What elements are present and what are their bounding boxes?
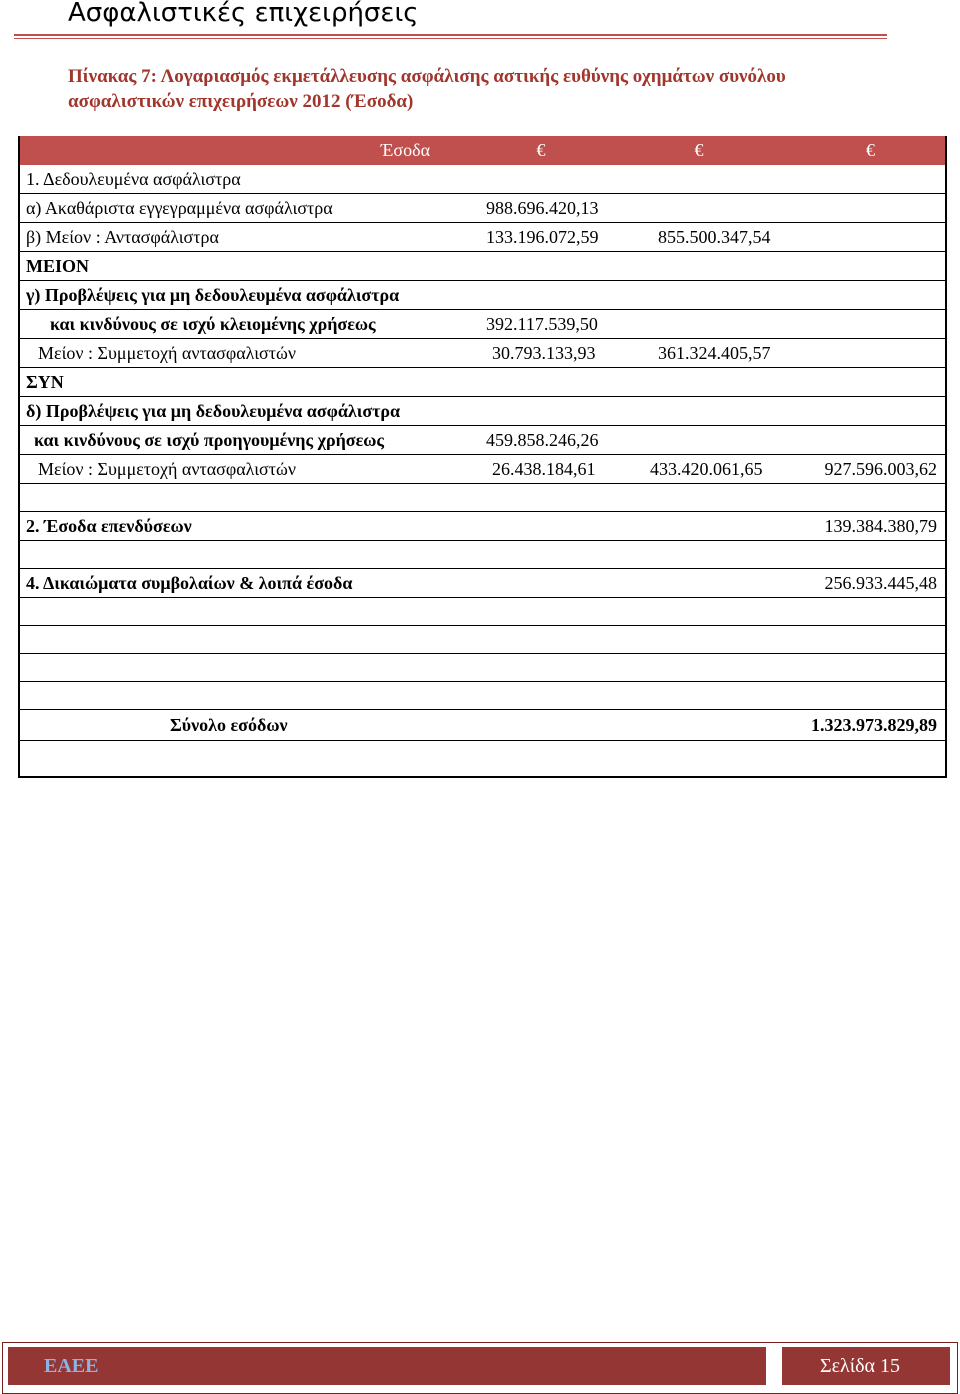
row-label [18,654,478,682]
row-value-3 [794,165,945,194]
row-label [18,598,478,626]
row-label: 2. Έσοδα επενδύσεων [18,512,478,541]
row-label: ΣΥΝ [18,368,478,397]
row-value-3 [794,626,945,654]
header-rule [14,34,887,36]
row-value-1 [478,484,636,512]
row-value-3 [794,223,945,252]
table-row [18,310,945,339]
row-value-2 [636,397,794,426]
table-row [18,682,945,710]
row-value-1 [478,710,636,741]
table-row [18,281,945,310]
row-value-1 [478,252,636,281]
table-row [18,426,945,455]
row-value-1 [478,654,636,682]
row-value-3 [794,397,945,426]
row-value-2 [636,252,794,281]
header-currency-3: € [794,136,945,165]
row-label: Μείον : Συμμετοχή αντασφαλιστών [18,455,478,484]
table-row [18,339,945,368]
row-label: 1. Δεδουλευμένα ασφάλιστρα [18,165,478,194]
row-value-1 [478,569,636,598]
row-label: και κινδύνους σε ισχύ κλειομένης χρήσεως [18,310,478,339]
table-row [18,598,945,626]
row-value-1: 133.196.072,59 [478,223,636,252]
row-value-2: 433.420.061,65 [636,455,794,484]
table-row [18,194,945,223]
table-row [18,455,945,484]
footer-left-bar [8,1347,766,1385]
footer-page-number: Σελίδα 15 [820,1355,901,1377]
row-value-2 [636,598,794,626]
row-value-2 [636,484,794,512]
page-footer [0,1340,960,1394]
footer-right-bar [782,1347,950,1385]
row-value-1 [478,598,636,626]
row-value-1: 459.858.246,26 [478,426,636,455]
header-currency-2: € [636,136,794,165]
row-value-1 [478,541,636,569]
row-label: γ) Προβλέψεις για μη δεδουλευμένα ασφάλιστρα [18,281,478,310]
row-value-1 [478,281,636,310]
row-value-3 [794,368,945,397]
row-value-3: 256.933.445,48 [794,569,945,598]
row-value-2 [636,654,794,682]
row-value-3 [794,654,945,682]
table-header-row [18,136,945,165]
row-label: 4. Δικαιώματα συμβολαίων & λοιπά έσοδα [18,569,478,598]
table-total-row [18,710,945,741]
table-row [18,368,945,397]
table-row [18,484,945,512]
row-value-2 [636,281,794,310]
row-value-3: 139.384.380,79 [794,512,945,541]
row-value-3 [794,682,945,710]
total-value: 1.323.973.829,89 [794,710,945,741]
table-row [18,654,945,682]
row-value-3 [794,281,945,310]
row-value-1: 30.793.133,93 [478,339,636,368]
row-value-3 [794,339,945,368]
row-value-1: 26.438.184,61 [478,455,636,484]
row-value-1 [478,512,636,541]
row-label [18,484,478,512]
row-value-2 [636,710,794,741]
row-label: Μείον : Συμμετοχή αντασφαλιστών [18,339,478,368]
table-row [18,397,945,426]
table-row [18,626,945,654]
row-value-2 [636,165,794,194]
footer-org: ΕΑΕΕ [44,1355,99,1377]
header-rule-thin [14,38,887,39]
table-caption: Πίνακας 7: Λογαριασμός εκμετάλλευσης ασφάλισης αστικής ευθύνης οχημάτων συνόλου ασφαλιστικών επιχειρήσεων 2012 (Έσοδα) [68,66,786,112]
row-value-3 [794,310,945,339]
row-value-2 [636,194,794,223]
row-value-2 [636,569,794,598]
row-value-2 [636,512,794,541]
table-row [18,165,945,194]
row-value-3 [794,426,945,455]
row-value-3 [794,484,945,512]
row-value-3: 927.596.003,62 [794,455,945,484]
row-value-3 [794,598,945,626]
row-value-1 [478,165,636,194]
page-header-title: Ασφαλιστικές επιχειρήσεις [68,0,419,28]
row-value-2 [636,310,794,339]
row-value-1 [478,368,636,397]
row-value-3 [794,541,945,569]
row-value-3 [794,194,945,223]
row-label: α) Ακαθάριστα εγγεγραμμένα ασφάλιστρα [18,194,478,223]
row-value-1: 392.117.539,50 [478,310,636,339]
revenue-table [18,136,945,741]
row-value-2 [636,682,794,710]
row-label: ΜΕΙΟΝ [18,252,478,281]
total-label: Σύνολο εσόδων [18,710,478,741]
header-label: Έσοδα [18,136,478,165]
row-label [18,541,478,569]
row-value-2 [636,368,794,397]
row-value-1 [478,626,636,654]
table-row [18,541,945,569]
row-value-2: 361.324.405,57 [636,339,794,368]
row-value-2: 855.500.347,54 [636,223,794,252]
table-row [18,252,945,281]
row-label [18,626,478,654]
table-row [18,223,945,252]
row-value-1 [478,682,636,710]
row-label: και κινδύνους σε ισχύ προηγουμένης χρήσεως [18,426,478,455]
table-row [18,569,945,598]
table-row [18,512,945,541]
row-value-2 [636,626,794,654]
row-label: β) Μείον : Αντασφάλιστρα [18,223,478,252]
row-value-1 [478,397,636,426]
row-value-3 [794,252,945,281]
row-value-1: 988.696.420,13 [478,194,636,223]
row-value-2 [636,541,794,569]
header-currency-1: € [478,136,636,165]
row-label: δ) Προβλέψεις για μη δεδουλευμένα ασφάλιστρα [18,397,478,426]
row-label [18,682,478,710]
row-value-2 [636,426,794,455]
